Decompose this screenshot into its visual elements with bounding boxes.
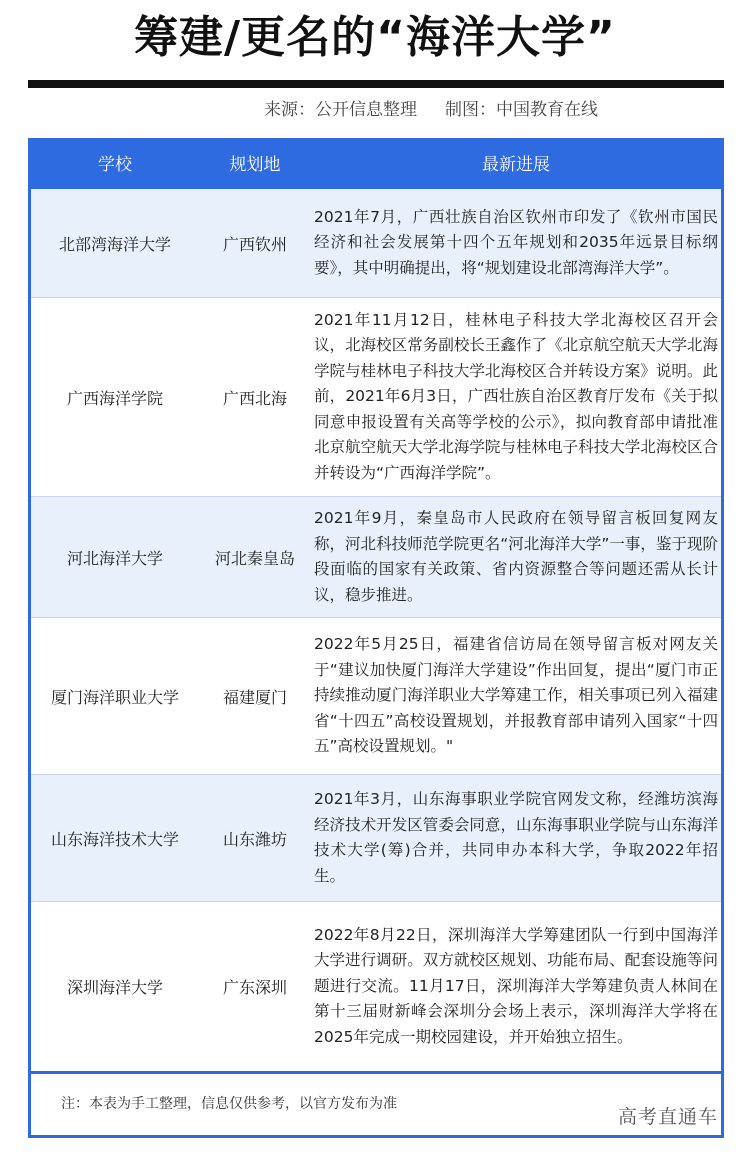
cell-place: 广西北海 — [222, 388, 287, 408]
cell-place: 山东潍坊 — [222, 829, 287, 849]
progress-text: 2021年7月，广西壮族自治区钦州市印发了《钦州市国民经济和社会发展第十四个五年规划和2035年远景目标纲要》，其中明确提出，将“规划建设北部湾海洋大学”。 — [314, 207, 718, 277]
cell-place: 广西钦州 — [222, 234, 287, 254]
progress-text: 2022年5月25日，福建省信访局在领导留言板对网友关于“建议加快厦门海洋大学建设”作出回复，提出“厦门市正持续推动厦门海洋职业大学筹建工作，相关事项已列入福建省“十四五”高校设置规划，并报教育部申请列入国家“十四五”高校设置规划。" — [314, 635, 718, 756]
cell-school: 深圳海洋大学 — [66, 978, 163, 997]
source-line — [264, 96, 598, 124]
cell-school: 山东海洋技术大学 — [50, 829, 179, 849]
title-divider — [28, 80, 724, 88]
header-progress: 最新进展 — [482, 155, 550, 175]
table-header — [31, 141, 721, 189]
source-chart: 制图：中国教育在线 — [445, 100, 598, 120]
cell-progress — [314, 497, 718, 617]
table-frame — [28, 138, 724, 1138]
table-row — [31, 618, 721, 774]
cell-place: 广东深圳 — [222, 978, 287, 997]
header-place: 规划地 — [229, 155, 281, 175]
cell-progress — [314, 618, 718, 774]
source-origin: 来源：公开信息整理 — [264, 100, 417, 120]
table-row — [31, 497, 721, 617]
cell-school: 广西海洋学院 — [66, 388, 163, 408]
table-row — [31, 902, 721, 1071]
cell-progress — [314, 298, 718, 496]
progress-text: 2021年11月12日，桂林电子科技大学北海校区召开会议，北海校区常务副校长王鑫作了《北京航空航天大学北海学院与桂林电子科技大学北海校区合并转设方案》说明。此前，2021年6月3日，广西壮族自治区教育厅发布《关于拟同意申报设置有关高等学校的公示》，拟向教育部申请批准北京航空航天大学北海学院与桂林电子科技大学北海校区合并转设为“广西海洋学院”。 — [314, 310, 718, 482]
progress-text: 2021年9月，秦皇岛市人民政府在领导留言板回复网友称，河北科技师范学院更名“河北海洋大学”一事，鉴于现阶段面临的国家有关政策、省内资源整合等问题还需从长计议，稳步推进。 — [314, 509, 718, 604]
note-divider — [31, 1071, 721, 1074]
table-row — [31, 298, 721, 496]
footnote: 注：本表为手工整理，信息仅供参考，以官方发布为准 — [61, 1096, 397, 1112]
cell-school: 河北海洋大学 — [66, 548, 163, 568]
cell-progress — [314, 902, 718, 1071]
cell-place: 福建厦门 — [222, 687, 287, 707]
page-title: 筹建/更名的“海洋大学” — [134, 12, 616, 63]
progress-text: 2021年3月，山东海事职业学院官网发文称，经潍坊滨海经济技术开发区管委会同意，山东海事职业学院与山东海洋技术大学(筹)合并，共同申办本科大学，争取2022年招生。 — [314, 790, 718, 885]
cell-progress — [314, 775, 718, 901]
cell-school: 北部湾海洋大学 — [58, 234, 171, 254]
table-row — [31, 189, 721, 297]
cell-place: 河北秦皇岛 — [214, 548, 295, 568]
cell-progress — [314, 189, 718, 297]
table-row — [31, 775, 721, 901]
header-school: 学校 — [98, 155, 132, 175]
cell-school: 厦门海洋职业大学 — [50, 687, 179, 707]
brand-label: 高考直通车 — [616, 1103, 720, 1131]
progress-text: 2022年8月22日，深圳海洋大学筹建团队一行到中国海洋大学进行调研。双方就校区规划、功能布局、配套设施等问题进行交流。11月17日，深圳海洋大学筹建负责人林间在第十三届财新峰会深圳分会场上表示，深圳海洋大学将在2025年完成一期校园建设，并开始独立招生。 — [314, 925, 718, 1046]
